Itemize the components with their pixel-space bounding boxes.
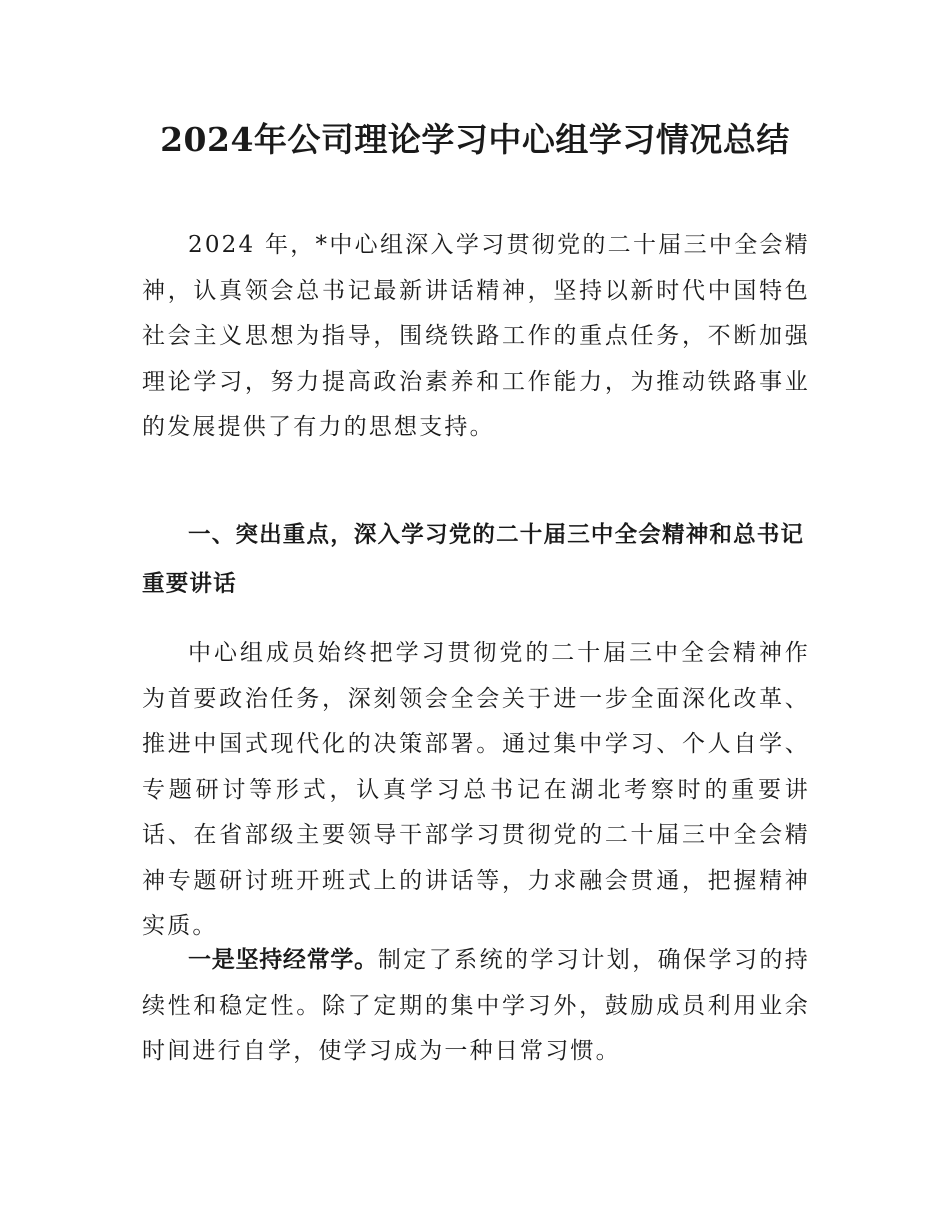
point-lead: 一是坚持经常学。: [188, 947, 378, 973]
section-paragraph: 中心组成员始终把学习贯彻党的二十届三中全会精神作为首要政治任务，深刻领会全会关于进一步全面深化改革、推进中国式现代化的决策部署。通过集中学习、个人自学、专题研讨等形式，认真学习总书记在湖北考察时的重要讲话、在省部级主要领导干部学习贯彻党的二十届三中全会精神专题研讨班开班式上的讲话等，力求融会贯通，把握精神实质。: [142, 640, 810, 939]
document-title: 2024年公司理论学习中心组学习情况总结: [160, 120, 790, 159]
point-body: 制定了系统的学习计划，确保学习的持续性和稳定性。除了定期的集中学习外，鼓励成员利用业余时间进行自学，使学习成为一种日常习惯。: [142, 947, 811, 1064]
intro-paragraph: 2024 年，*中心组深入学习贯彻党的二十届三中全会精神，认真领会总书记最新讲话精神，坚持以新时代中国特色社会主义思想为指导，围绕铁路工作的重点任务，不断加强理论学习，努力提高政治素养和工作能力，为推动铁路事业的发展提供了有力的思想支持。: [142, 232, 810, 440]
section-heading: 一、突出重点，深入学习党的二十届三中全会精神和总书记重要讲话: [142, 522, 805, 597]
point-paragraph: [142, 938, 810, 1075]
